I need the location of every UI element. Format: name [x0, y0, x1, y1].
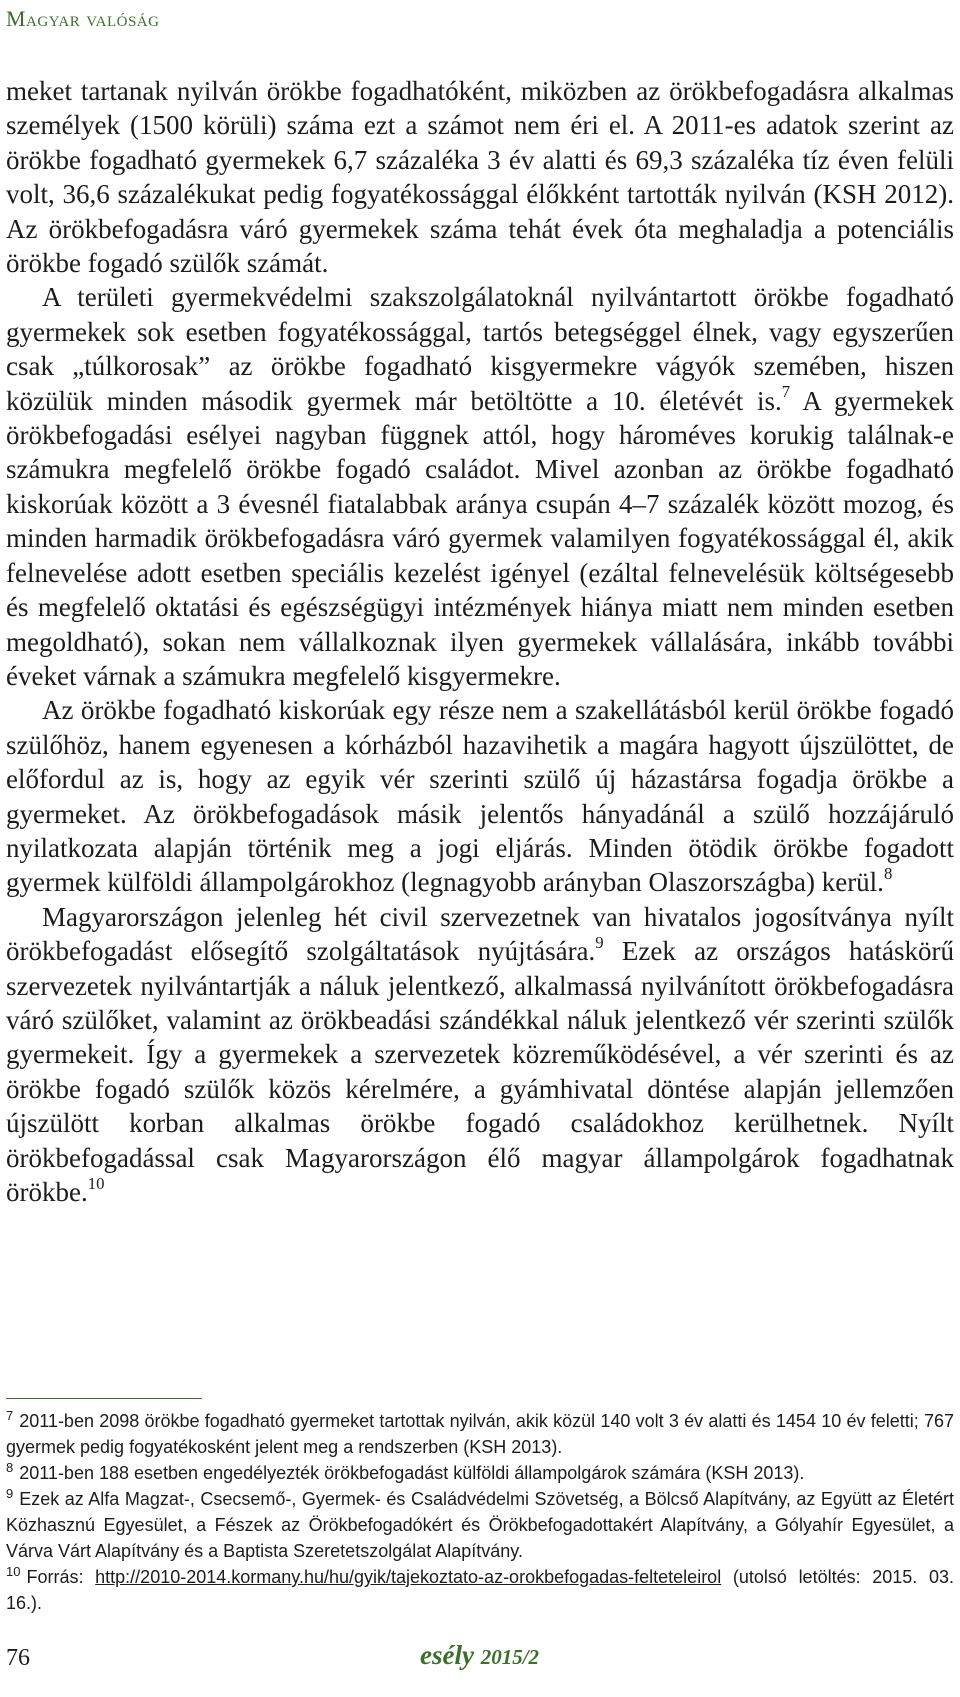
footnote-9: $^9$ Ezek az Alfa Magzat-, Csecsemő-, Gyermek- és Családvédelmi Szövetség, a Bölcső Alapítvány, az Együtt az Életért Közhasznú Egyesület, a Fészek az Örökbefogadókért és Örökbefogadottakért Alapítvány, a Gólyahír Egyesület, a Várva Várt Alapítvány és a Baptista Szeretetszolgálat Alapítvány.: [6, 1486, 954, 1561]
running-header: Magyar valóság: [6, 6, 160, 31]
paragraph-1: meket tartanak nyilván örökbe fogadhatóként, miközben az örökbefogadásra alkalmas személyek (1500 körüli) száma ezt a számot nem éri el. A 2011-es adatok szerint az örökbe fogadható gyermekek 6,7 százaléka 3 év alatti és 69,3 százaléka tíz éven felüli volt, 36,6 százalékukat pedig fogyatékossággal élőkként tartották nyilván (KSH 2012). Az örökbefogadásra váró gyermekek száma tehát évek óta meghaladja a potenciális örökbe fogadó szülők számát.: [6, 76, 954, 279]
footnote-8: $^8$ 2011-ben 188 esetben engedélyezték örökbefogadást külföldi állampolgárok számára (KSH 2013).: [6, 1460, 805, 1483]
footnote-ref-8[interactable]: 8: [883, 863, 893, 883]
paragraph-4: Magyarországon jelenleg hét civil szervezetnek van hivatalos jogosítványa nyílt örökbefogadást elősegítő szolgáltatások nyújtására.$^9$ Ezek az országos hatáskörű szervezetek nyilvántartják a náluk jelentkező, alkalmassá nyilvánított örökbefogadásra váró szülőket, valamint az örökbeadási szándékkal náluk jelentkező vér szerinti szülők gyermekeit. Így a gyermekek a szervezetek közreműködésével, a vér szerinti és az örökbe fogadó szülők közös kérelmére, a gyámhivatal döntése alapján jellemzően újszülött korban alkalmas örökbe fogadó családokhoz kerülhetnek. Nyílt örökbefogadással csak Magyarországon élő magyar állampolgárok fogadhatnak örökbe.$^{10}$: [6, 901, 954, 1207]
footnote-divider: [6, 1398, 202, 1399]
article-body: [6, 74, 954, 1209]
journal-name: esély: [420, 1640, 474, 1670]
page-number: 76: [6, 1645, 30, 1671]
journal-brand: [420, 1640, 539, 1671]
source-link[interactable]: http://2010-2014.kormany.hu/hu/gyik/tajekoztato-az-orokbefogadas-felteteleirol: [95, 1567, 722, 1587]
journal-issue: 2015/2: [480, 1645, 540, 1669]
paragraph-2: A területi gyermekvédelmi szakszolgálatoknál nyilvántartott örökbe fogadható gyermekek sok esetben fogyatékossággal, tartós betegséggel élnek, vagy egyszerűen csak „túlkorosak” az örökbe fogadható kisgyermekre vágyók szemében, hiszen közülük minden második gyermek már betöltötte a 10. életévét is.$^7$ A gyermekek örökbefogadási esélyei nagyban függnek attól, hogy hároméves korukig találnak-e számukra megfelelő örökbe fogadó családot. Mivel azonban az örökbe fogadható kiskorúak között a 3 évesnél fiatalabbak aránya csupán 4–7 százalék között mozog, és minden harmadik örökbefogadásra váró gyermek valamilyen fogyatékossággal él, akik felnevelése adott esetben speciális kezelést igényel (ezáltal felnevelésük költségesebb és megfelelő oktatási és egészségügyi intézmények hiánya miatt nem minden esetben megoldható), sokan nem vállalkoznak ilyen gyermekek vállalására, inkább további éveket várnak a számukra megfelelő kisgyermekre.: [6, 282, 954, 691]
footnote-ref-9[interactable]: 9: [595, 932, 604, 952]
footnote-ref-7[interactable]: 7: [781, 382, 791, 402]
footnotes: [6, 1408, 954, 1616]
footnote-10: $^{10}$ Forrás: http://2010-2014.kormany.hu/hu/gyik/tajekoztato-az-orokbefogadas-felteteleirol (utolsó letöltés: 2015. 03. 16.).: [6, 1564, 954, 1613]
footnote-7: $^7$ 2011-ben 2098 örökbe fogadható gyermeket tartottak nyilván, akik közül 140 volt 3 év alatti és 1454 10 év feletti; 767 gyermek pedig fogyatékosként jelent meg a rendszerben (KSH 2013).: [6, 1408, 954, 1457]
paragraph-3: Az örökbe fogadható kiskorúak egy része nem a szakellátásból kerül örökbe fogadó szülőhöz, hanem egyenesen a kórházból hazavihetik a magára hagyott újszülöttet, de előfordul az is, hogy az egyik vér szerinti szülő új házastársa fogadja örökbe a gyermeket. Az örökbefogadások másik jelentős hányadánál a szülő hozzájáruló nyilatkozata alapján történik meg a jogi eljárás. Minden ötödik örökbe fogadott gyermek külföldi állampolgárokhoz (legnagyobb arányban Olaszországba) kerül.$^8$: [6, 695, 954, 898]
footnote-ref-10[interactable]: 10: [87, 1173, 105, 1193]
